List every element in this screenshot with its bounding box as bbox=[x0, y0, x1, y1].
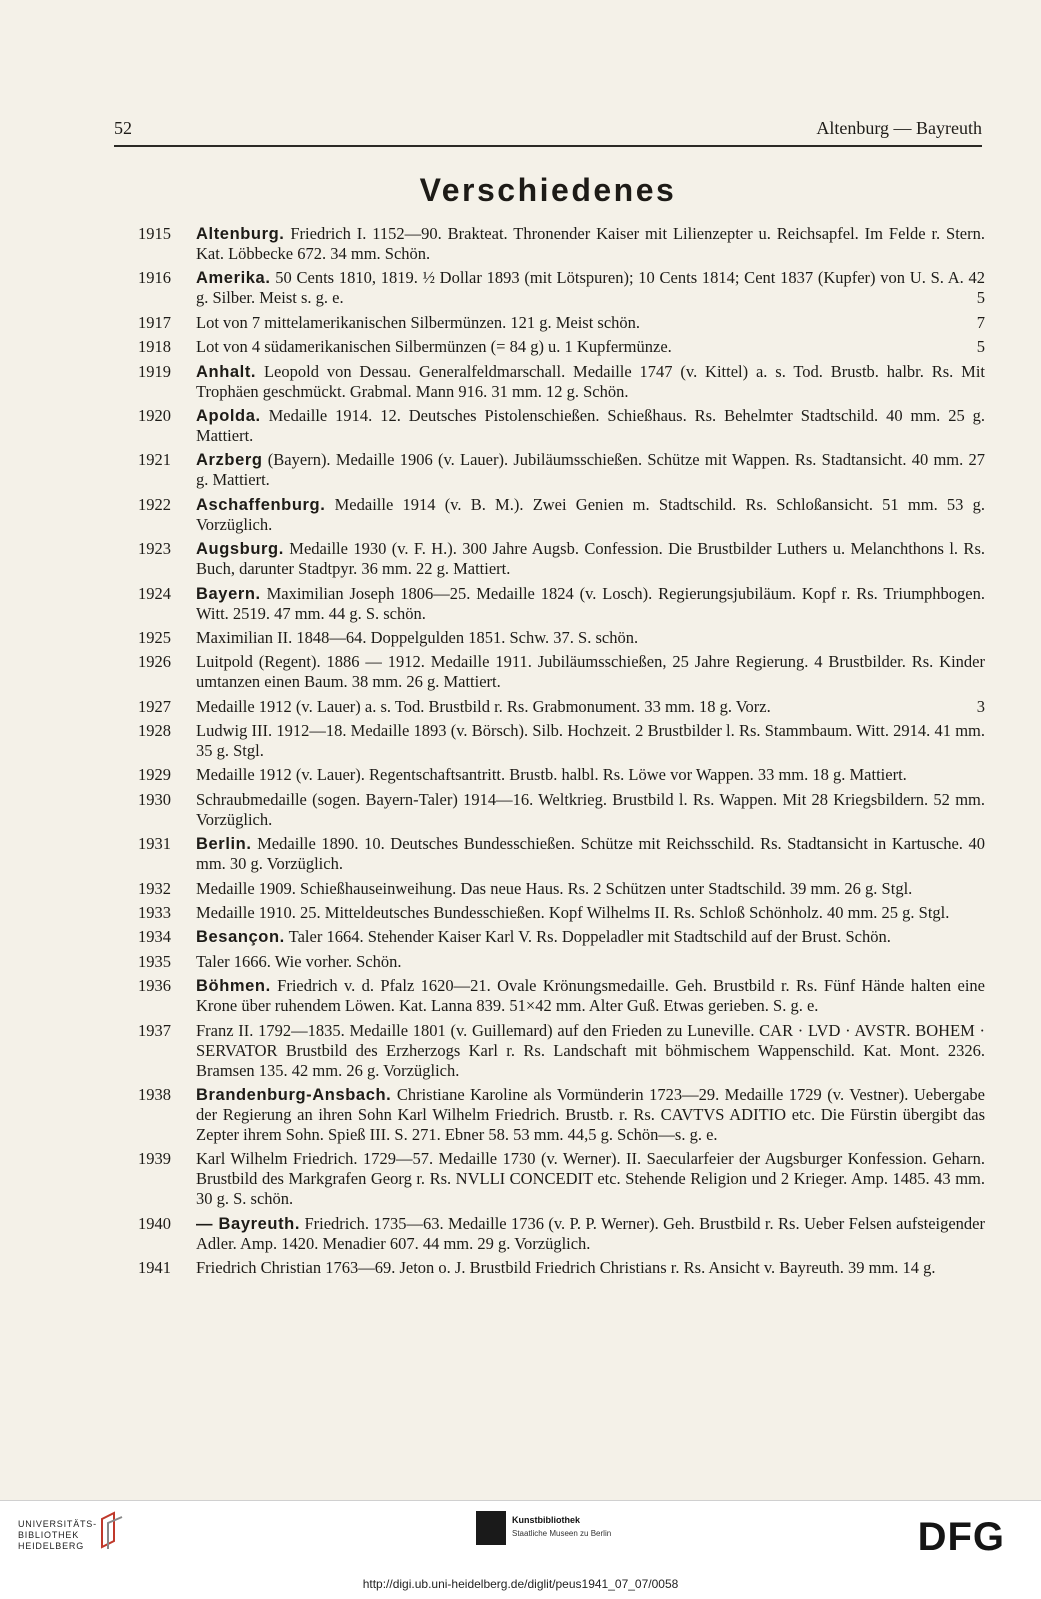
lot-description: Friedrich v. d. Pfalz 1620—21. Ovale Krönungsmedaille. Geh. Brustbild r. Rs. Fünf Hände halten eine Krone über ruhendem Löwen. Kat. Lanna 839. 51×42 mm. Alter Guß. Etwas gerieben. S. g. e. bbox=[196, 976, 985, 1016]
catalogue-entry bbox=[138, 952, 985, 972]
lot-description: Maximilian Joseph 1806—25. Medaille 1824 (v. Losch). Regierungsjubiläum. Kopf r. Rs. Triumphbogen. Witt. 2519. 47 mm. 44 g. S. schön. bbox=[196, 583, 985, 623]
lot-description: 50 Cents 1810, 1819. ½ Dollar 1893 (mit Lötspuren); 10 Cents 1814; Cent 1837 (Kupfer) von U. S. A. 42 g. Silber. Meist s. g. e. bbox=[196, 268, 985, 308]
lot-description: Lot von 4 südamerikanischen Silbermünzen (= 84 g) u. 1 Kupfermünze. bbox=[196, 337, 672, 357]
place-keyword: Arzberg bbox=[196, 451, 263, 470]
kunstbibliothek-mark-icon bbox=[476, 1511, 506, 1545]
lot-number: 1930 bbox=[138, 789, 171, 809]
lot-number: 1923 bbox=[138, 539, 171, 559]
lot-description: Taler 1666. Wie vorher. Schön. bbox=[196, 951, 402, 971]
lot-number: 1927 bbox=[138, 696, 171, 716]
lot-number: 1921 bbox=[138, 450, 171, 470]
catalogue-entry bbox=[138, 721, 985, 761]
lot-number: 1941 bbox=[138, 1258, 171, 1278]
lot-number: 1924 bbox=[138, 583, 171, 603]
lot-number: 1933 bbox=[138, 903, 171, 923]
catalogue-entry bbox=[138, 790, 985, 830]
lot-number: 1931 bbox=[138, 834, 171, 854]
place-keyword: Brandenburg-Ansbach. bbox=[196, 1085, 392, 1104]
place-keyword: Apolda. bbox=[196, 406, 261, 425]
lot-description: Medaille 1909. Schießhauseinweihung. Das neue Haus. Rs. 2 Schützen unter Stadtschild. 39 mm. 26 g. Stgl. bbox=[196, 878, 913, 898]
catalogue-entry bbox=[138, 337, 985, 357]
catalogue-entry bbox=[138, 1085, 985, 1145]
lot-description: Medaille 1890. 10. Deutsches Bundesschießen. Schütze mit Reichsschild. Rs. Stadtansicht in Kartusche. 40 mm. 30 g. Vorzüglich. bbox=[196, 834, 985, 874]
place-keyword: Böhmen. bbox=[196, 977, 271, 996]
place-keyword: Augsburg. bbox=[196, 540, 284, 559]
lot-number: 1928 bbox=[138, 721, 171, 741]
lot-number: 1936 bbox=[138, 976, 171, 996]
catalogue-entry bbox=[138, 927, 985, 947]
lot-description: Karl Wilhelm Friedrich. 1729—57. Medaille 1730 (v. Werner). II. Saecularfeier der Augsburger Konfession. Geharn. Brustbild des Markgrafen Georg r. Rs. NVLLI CONCEDIT etc. Stehende Religion und 2 Krieger. Amp. 1485. 43 mm. 30 g. S. schön. bbox=[196, 1149, 985, 1209]
catalogue-entry bbox=[138, 1258, 985, 1278]
kunstbibliothek-logo: Kunstbibliothek Staatliche Museen zu Berlin bbox=[476, 1511, 656, 1551]
lot-description: Franz II. 1792—1835. Medaille 1801 (v. Guillemard) auf den Frieden zu Luneville. CAR · LVD · AVSTR. BOHEM · SERVATOR Brustbild des Erzherzogs Karl r. Rs. Landschaft mit böhmischem Wappenschild. Kat. Mont. 2326. Bramsen 135. 42 mm. 26 g. Vorzüglich. bbox=[196, 1020, 985, 1080]
catalogue-entry bbox=[138, 1149, 985, 1209]
heidelberg-mark-icon bbox=[98, 1511, 126, 1551]
section-title: Verschiedenes bbox=[419, 172, 677, 208]
lot-description: Schraubmedaille (sogen. Bayern-Taler) 1914—16. Weltkrieg. Brustbild l. Rs. Wappen. Mit 28 Kriegsbildern. 52 mm. Vorzüglich. bbox=[196, 789, 985, 829]
lot-description: Medaille 1914 (v. B. M.). Zwei Genien m. Stadtschild. Rs. Schloßansicht. 51 mm. 53 g. Vorzüglich. bbox=[196, 494, 985, 534]
lot-number: 1938 bbox=[138, 1084, 171, 1104]
header-rule bbox=[114, 145, 982, 147]
catalogue-entry bbox=[138, 539, 985, 579]
catalogue-entry bbox=[138, 903, 985, 923]
lot-estimate: 7 bbox=[976, 312, 985, 332]
catalogue-entry bbox=[138, 406, 985, 446]
lot-description: Medaille 1912 (v. Lauer) a. s. Tod. Brustbild r. Rs. Grabmonument. 33 mm. 18 g. Vorz. bbox=[196, 696, 771, 716]
lot-description: Taler 1664. Stehender Kaiser Karl V. Rs. Doppeladler mit Stadtschild auf der Brust. Schön. bbox=[284, 927, 891, 947]
catalogue-entry bbox=[138, 652, 985, 692]
place-keyword: Bayern. bbox=[196, 584, 261, 603]
lot-number: 1940 bbox=[138, 1213, 171, 1233]
lot-description: Medaille 1910. 25. Mitteldeutsches Bundesschießen. Kopf Wilhelms II. Rs. Schloß Schönholz. 40 mm. 25 g. Stgl. bbox=[196, 903, 950, 923]
catalogue-entry bbox=[138, 697, 985, 717]
place-keyword: Anhalt. bbox=[196, 362, 257, 381]
lot-description: Medaille 1930 (v. F. H.). 300 Jahre Augsb. Confession. Die Brustbilder Luthers u. Melanchthons l. Rs. Buch, darunter Stadtpyr. 36 mm. 22 g. Mattiert. bbox=[196, 539, 985, 579]
catalogue-entry bbox=[138, 834, 985, 874]
catalogue-entry bbox=[138, 224, 985, 264]
lot-description: Maximilian II. 1848—64. Doppelgulden 1851. Schw. 37. S. schön. bbox=[196, 627, 639, 647]
lot-description: (Bayern). Medaille 1906 (v. Lauer). Jubiläumsschießen. Schütze mit Wappen. Rs. Stadtansicht. 40 mm. 27 g. Mattiert. bbox=[196, 450, 985, 490]
lot-description: Friedrich Christian 1763—69. Jeton o. J. Brustbild Friedrich Christians r. Rs. Ansicht v. Bayreuth. 39 mm. 14 g. bbox=[196, 1258, 936, 1278]
lot-description: Medaille 1912 (v. Lauer). Regentschaftsantritt. Brustb. halbl. Rs. Löwe vor Wappen. 33 mm. 18 g. Mattiert. bbox=[196, 765, 907, 785]
place-keyword: — Bayreuth. bbox=[196, 1214, 301, 1233]
catalogue-entry bbox=[138, 1021, 985, 1081]
lot-number: 1929 bbox=[138, 765, 171, 785]
place-keyword: Berlin. bbox=[196, 835, 252, 854]
running-title: Altenburg — Bayreuth bbox=[816, 118, 982, 138]
lot-description: Lot von 7 mittelamerikanischen Silbermünzen. 121 g. Meist schön. bbox=[196, 312, 641, 332]
lot-number: 1920 bbox=[138, 405, 171, 425]
lot-description: Luitpold (Regent). 1886 — 1912. Medaille 1911. Jubiläumsschießen, 25 Jahre Regierung. 4 Brustbilder. Rs. Kinder umtanzen einen Baum. 38 mm. 26 g. Mattiert. bbox=[196, 652, 985, 692]
catalogue-entry bbox=[138, 450, 985, 490]
lot-estimate: 5 bbox=[976, 337, 985, 357]
university-library-logo: UNIVERSITÄTS- BIBLIOTHEK HEIDELBERG bbox=[18, 1519, 97, 1551]
lot-description: Leopold von Dessau. Generalfeldmarschall. Medaille 1747 (v. Kittel) a. s. Tod. Brustb. halbr. Rs. Mit Trophäen geschmückt. Grabmal. Mann 916. 31 mm. 12 g. Schön. bbox=[196, 361, 985, 401]
lot-number: 1932 bbox=[138, 878, 171, 898]
lot-description: Ludwig III. 1912—18. Medaille 1893 (v. Börsch). Silb. Hochzeit. 2 Brustbilder l. Rs. Stammbaum. Witt. 2914. 41 mm. 35 g. Stgl. bbox=[196, 721, 985, 761]
lot-number: 1934 bbox=[138, 927, 171, 947]
lot-number: 1939 bbox=[138, 1149, 171, 1169]
place-keyword: Amerika. bbox=[196, 269, 271, 288]
lot-number: 1937 bbox=[138, 1020, 171, 1040]
lot-description: Friedrich I. 1152—90. Brakteat. Thronender Kaiser mit Lilienzepter u. Reichsapfel. Im Felde r. Stern. Kat. Löbbecke 672. 34 mm. Schön. bbox=[196, 224, 985, 263]
catalogue-entry bbox=[138, 765, 985, 785]
catalogue-entry bbox=[138, 495, 985, 535]
catalogue-entry bbox=[138, 628, 985, 648]
lot-description: Christiane Karoline als Vormünderin 1723—29. Medaille 1729 (v. Vestner). Uebergabe der Regierung an ihren Sohn Karl Wilhelm Friedrich. Brustb. r. Rs. CAVTVS ADITIO etc. Die Fürstin übergibt das Zepter ihrem Sohn. Spieß III. S. 271. Ebner 58. 53 mm. 44,5 g. Schön—s. g. e. bbox=[196, 1084, 985, 1144]
lot-estimate: 3 bbox=[976, 696, 985, 716]
lot-estimate: 5 bbox=[976, 288, 985, 308]
lot-number: 1926 bbox=[138, 652, 171, 672]
digitization-footer bbox=[0, 1500, 1041, 1599]
lot-number: 1917 bbox=[138, 312, 171, 332]
lot-number: 1925 bbox=[138, 627, 171, 647]
lot-description: Medaille 1914. 12. Deutsches Pistolenschießen. Schießhaus. Rs. Behelmter Stadtschild. 40 mm. 25 g. Mattiert. bbox=[196, 405, 985, 445]
page-number: 52 bbox=[114, 118, 132, 138]
dfg-logo: DFG bbox=[917, 1515, 1005, 1559]
catalogue-entry bbox=[138, 976, 985, 1016]
lot-number: 1916 bbox=[138, 268, 171, 288]
catalogue-entry bbox=[138, 584, 985, 624]
lot-description: Friedrich. 1735—63. Medaille 1736 (v. P. P. Werner). Geh. Brustbild r. Rs. Ueber Felsen aufsteigender Adler. Amp. 1420. Menadier 607. 44 mm. 29 g. Vorzüglich. bbox=[196, 1213, 985, 1253]
catalogue-entry bbox=[138, 268, 985, 308]
source-url[interactable]: http://digi.ub.uni-heidelberg.de/diglit/peus1941_07_07/0058 bbox=[362, 1577, 679, 1591]
catalogue-entry bbox=[138, 362, 985, 402]
running-header bbox=[114, 118, 982, 148]
lot-number: 1935 bbox=[138, 951, 171, 971]
lot-number: 1922 bbox=[138, 494, 171, 514]
lot-number: 1919 bbox=[138, 361, 171, 381]
catalogue-entry bbox=[138, 879, 985, 899]
catalogue-entry bbox=[138, 313, 985, 333]
place-keyword: Aschaffenburg. bbox=[196, 495, 326, 514]
lot-number: 1915 bbox=[138, 224, 171, 243]
catalogue-entry bbox=[138, 1214, 985, 1254]
catalogue-entries bbox=[138, 224, 985, 1283]
place-keyword: Besançon. bbox=[196, 928, 285, 947]
place-keyword: Altenburg. bbox=[196, 225, 285, 243]
lot-number: 1918 bbox=[138, 337, 171, 357]
